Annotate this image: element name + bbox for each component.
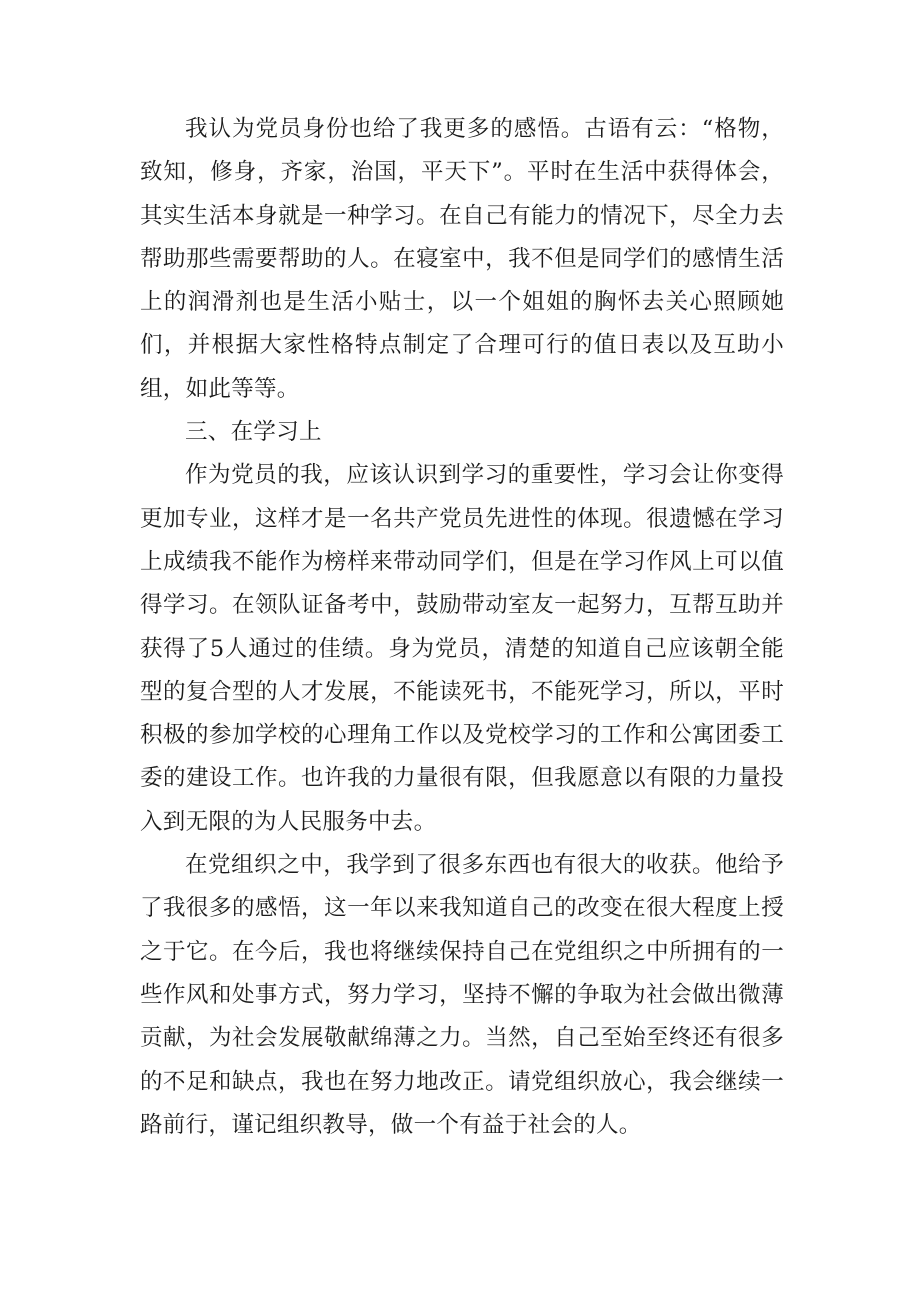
document-body — [140, 108, 784, 1147]
paragraph-study: 作为党员的我，应该认识到学习的重要性，学习会让你变得更加专业，这样才是一名共产党员先进性的体现。很遗憾在学习上成绩我不能作为榜样来带动同学们，但是在学习作风上可以值得学习。在领队证备考中，鼓励带动室友一起努力，互帮互助并获得了5人通过的佳绩。身为党员，清楚的知道自己应该朝全能型的复合型的人才发展，不能读死书，不能死学习，所以，平时积极的参加学校的心理角工作以及党校学习的工作和公寓团委工委的建设工作。也许我的力量很有限，但我愿意以有限的力量投入到无限的为人民服务中去。 — [140, 462, 784, 835]
section-heading-study: 三、在学习上 — [185, 419, 322, 446]
paragraph-party-member-insight: 我认为党员身份也给了我更多的感悟。古语有云：“格物，致知，修身，齐家，治国，平天下”。平时在生活中获得体会，其实生活本身就是一种学习。在自己有能力的情况下，尽全力去帮助那些需要帮助的人。在寝室中，我不但是同学们的感情生活上的润滑剂也是生活小贴士，以一个姐姐的胸怀去关心照顾她们，并根据大家性格特点制定了合理可行的值日表以及互助小组，如此等等。 — [140, 116, 784, 402]
paragraph-conclusion: 在党组织之中，我学到了很多东西也有很大的收获。他给予了我很多的感悟，这一年以来我知道自己的改变在很大程度上授之于它。在今后，我也将继续保持自己在党组织之中所拥有的一些作风和处事方式，努力学习，坚持不懈的争取为社会做出微薄贡献，为社会发展敬献绵薄之力。当然，自己至始至终还有很多的不足和缺点，我也在努力地改正。请党组织放心，我会继续一路前行，谨记组织教导，做一个有益于社会的人。 — [140, 852, 784, 1138]
